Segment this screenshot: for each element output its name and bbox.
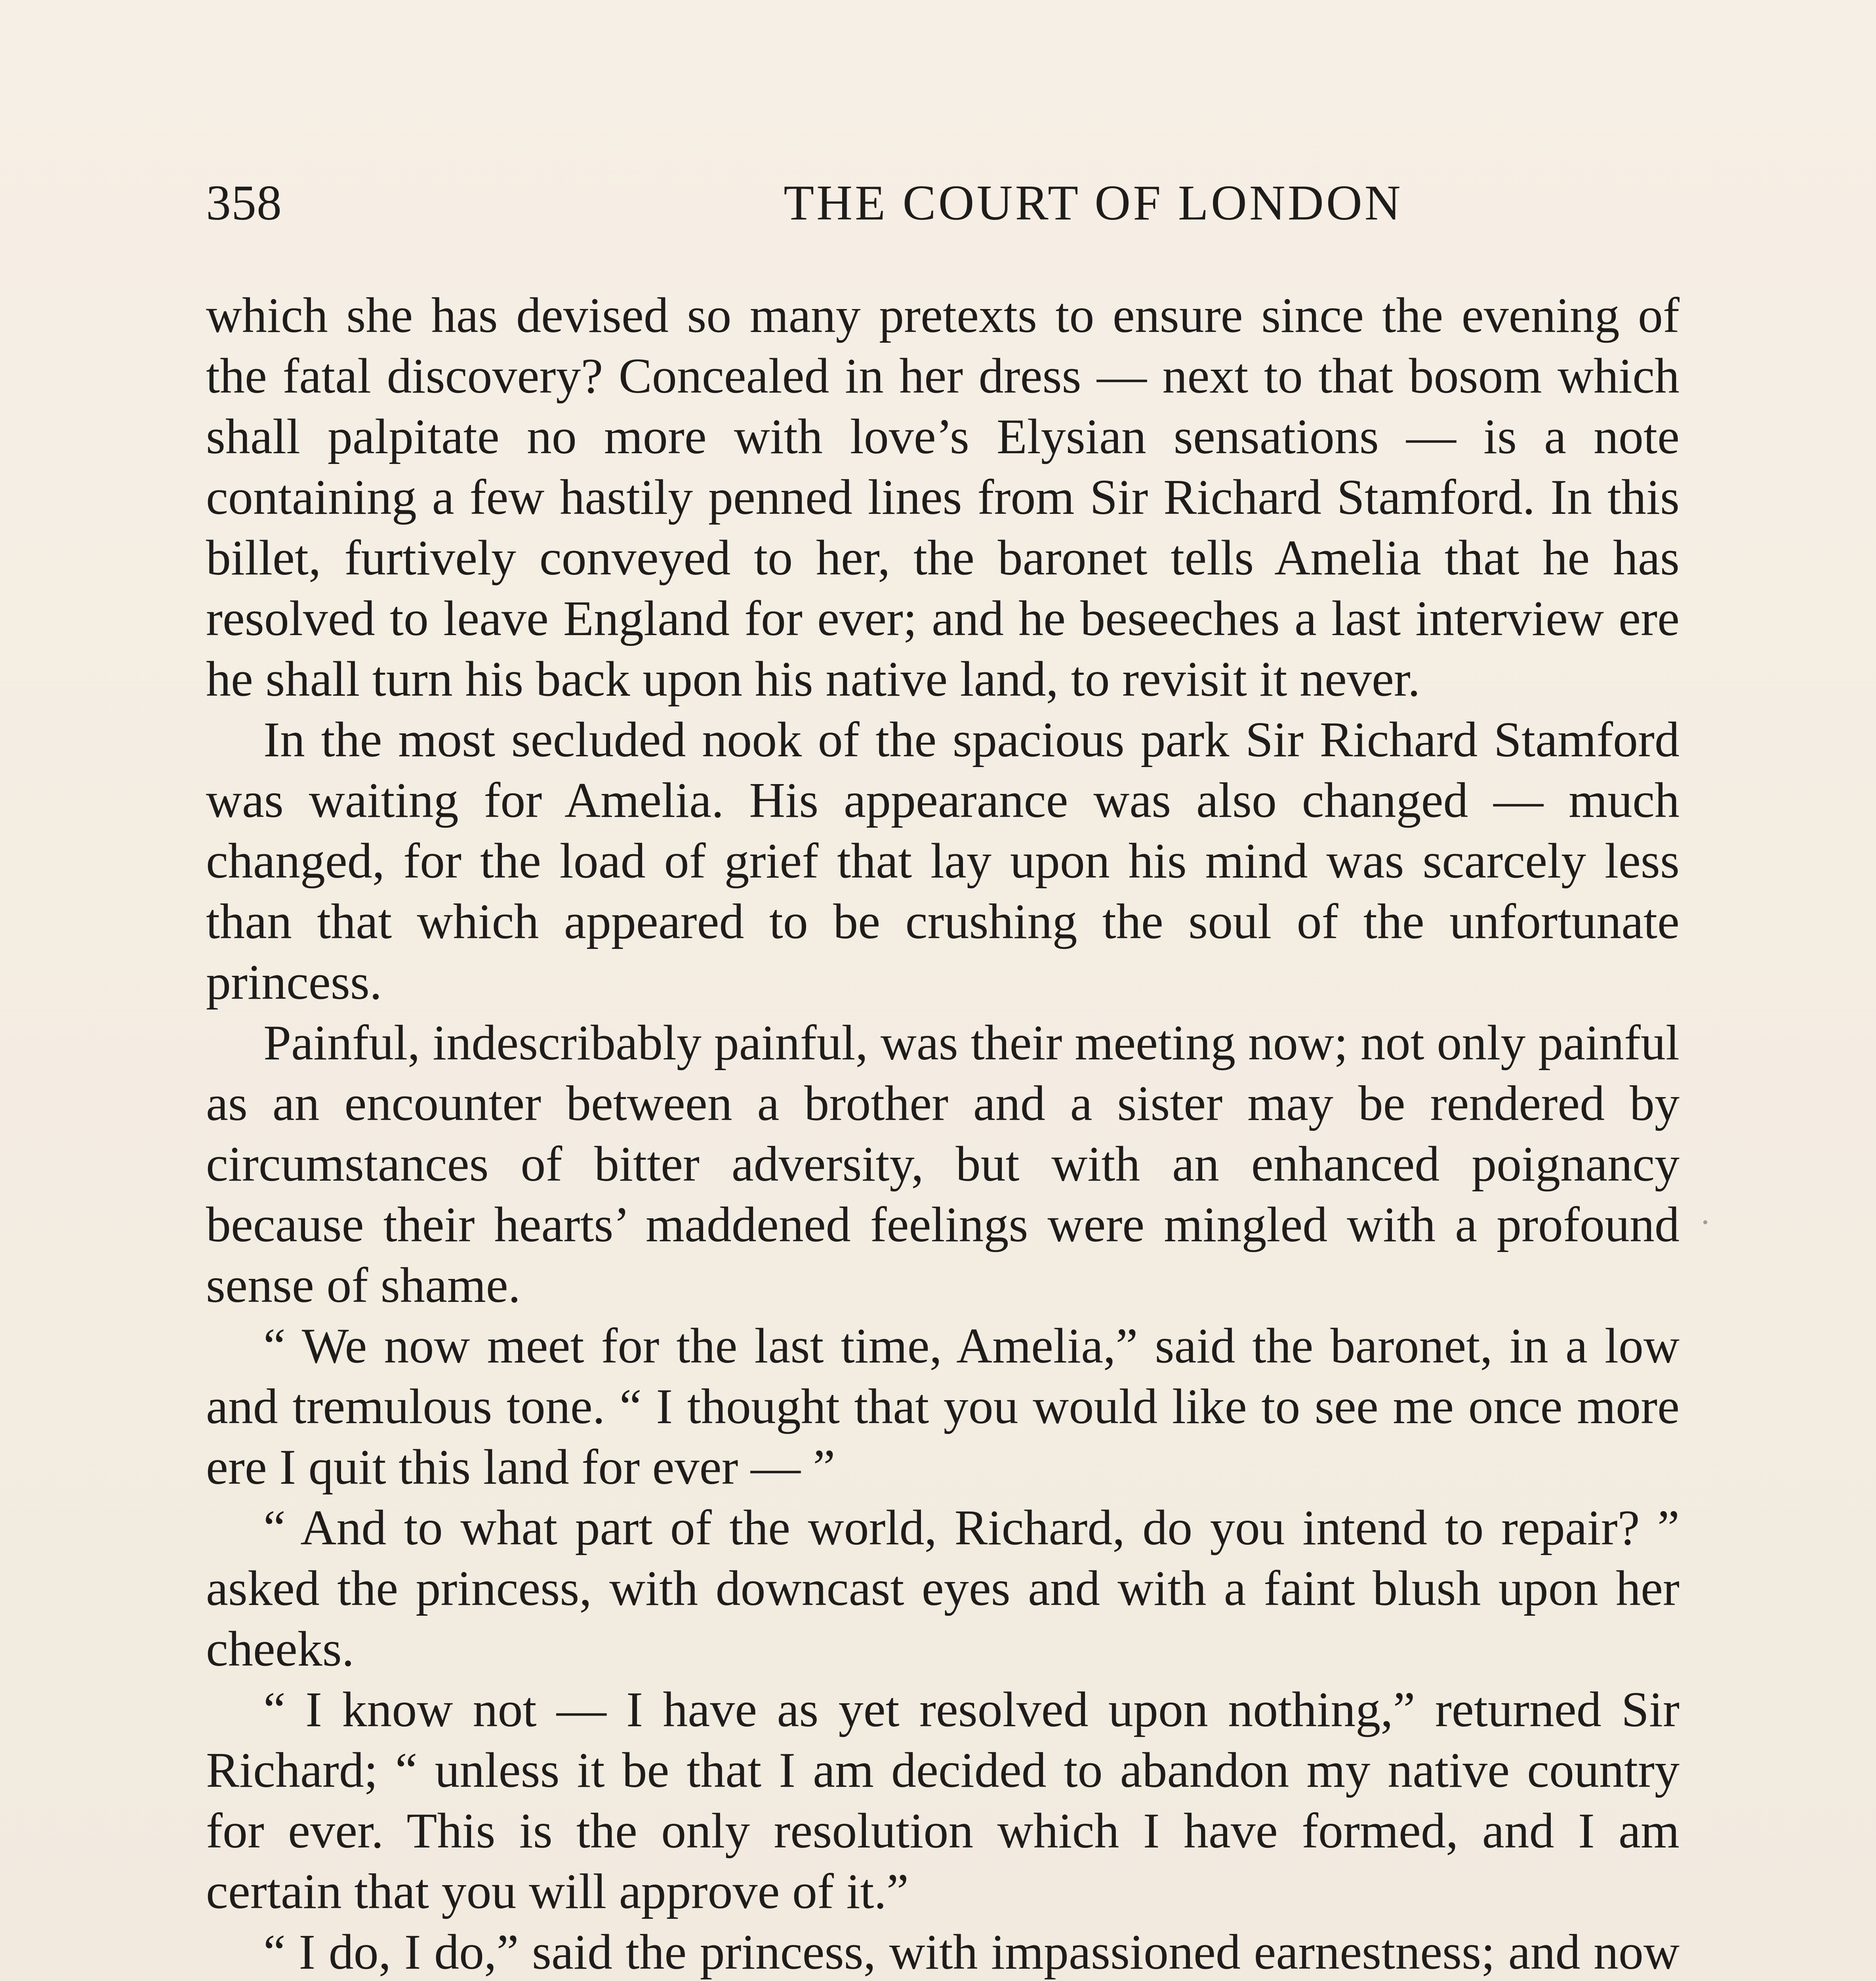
paragraph-4: “ We now meet for the last time, Amelia,” said the baronet, in a low and tremulous tone. “ I thought that you would like to see me once more ere I quit this land for ever — ”: [206, 1319, 1680, 1495]
body-text: [206, 285, 1680, 1981]
paragraph-5: “ And to what part of the world, Richard, do you intend to repair? ” asked the princess, with downcast eyes and with a faint blush upon her cheeks.: [206, 1500, 1680, 1677]
page-number: 358: [206, 176, 282, 231]
page-header: [206, 178, 1711, 250]
paragraph-7: “ I do, I do,” said the princess, with impassioned earnestness; and now: [263, 1925, 1680, 1980]
paragraph-2: In the most secluded nook of the spacious park Sir Richard Stamford was waiting for Amelia. His appearance was also changed — much changed, for the load of grief that lay upon his mind was scarcely less than that which appeared to be crushing the soul of the unfortunate princess.: [206, 712, 1680, 1010]
paragraph-6: “ I know not — I have as yet resolved upon nothing,” returned Sir Richard; “ unless it be that I am decided to abandon my native country for ever. This is the only resolution which I have formed, and I am certain that you will approve of it.”: [206, 1682, 1680, 1919]
paper-speck: [1703, 1220, 1707, 1224]
paragraph-3: Painful, indescribably painful, was their meeting now; not only painful as an encounter between a brother and a sister may be rendered by circumstances of bitter adversity, but with an enhanced poignancy because their hearts’ maddened feelings were mingled with a profound sense of shame.: [206, 1015, 1680, 1313]
running-title: THE COURT OF LONDON: [784, 176, 1403, 231]
paragraph-1: which she has devised so many pretexts to ensure since the evening of the fatal discovery? Concealed in her dress — next to that bosom which shall palpitate no more with love’s Elysian sensations — is a note containing a few hastily penned lines from Sir Richard Stamford. In this billet, furtively conveyed to her, the baronet tells Amelia that he has resolved to leave England for ever; and he beseeches a last interview ere he shall turn his back upon his native land, to revisit it never.: [206, 288, 1680, 707]
